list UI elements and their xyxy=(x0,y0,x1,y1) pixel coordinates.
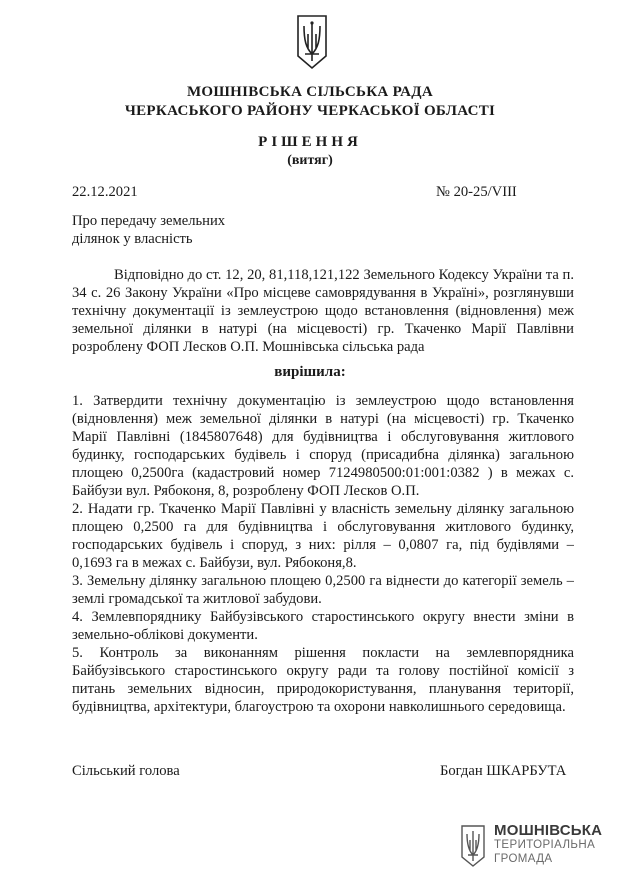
preamble-line: 34 с. 26 Закону України «Про місцеве самоврядування в Україні», розглянувши xyxy=(72,285,574,301)
item-line: площею 0,2500га (кадастровий номер 7124980500:01:001:0382 ) в межах с. xyxy=(72,465,574,481)
item-line: землі громадської та житлової забудови. xyxy=(72,591,322,607)
org-district: ЧЕРКАСЬКОГО РАЙОНУ ЧЕРКАСЬКОЇ ОБЛАСТІ xyxy=(124,103,496,119)
item-line: Байбузівського старостинського округу ради та голову постійної комісії з xyxy=(72,663,574,679)
item-line: Марії Павлівні (1845807648) для будівництва і обслуговування житлового xyxy=(72,429,574,445)
item-line: 3. Земельну ділянку загальною площею 0,2500 га віднести до категорії земель – xyxy=(72,573,574,589)
item-line: господарських будівель і споруд, з них: рілля – 0,0807 га, під будівлями – xyxy=(72,537,574,553)
signature-name: Богдан ШКАРБУТА xyxy=(440,763,567,779)
logo-subtitle: ГРОМАДА xyxy=(494,853,553,865)
trident-emblem-icon xyxy=(296,14,328,70)
item-line: 0,1693 га в межах с. Байбузи, вул. Рябоконя,8. xyxy=(72,555,357,571)
item-line: питань земельних відносин, природокористування, планування території, xyxy=(72,681,574,697)
document-subtitle: (витяг) xyxy=(287,153,333,168)
document-title: РІШЕННЯ xyxy=(258,134,362,150)
document-number: № 20-25/VIII xyxy=(436,184,517,200)
community-logo xyxy=(460,822,603,870)
item-line: 5. Контроль за виконанням рішення покласти на землевпорядника xyxy=(72,645,574,661)
org-name: МОШНІВСЬКА СІЛЬСЬКА РАДА xyxy=(186,84,434,100)
document-date: 22.12.2021 xyxy=(72,184,138,200)
item-line: 4. Землевпоряднику Байбузівського старостинського округу внести зміни в xyxy=(72,609,574,625)
preamble-line: технічну документації із землеустрою щодо встановлення (відновлення) меж xyxy=(72,303,574,319)
item-line: (відновлення) меж земельної ділянки в натурі (на місцевості) гр. Ткаченко xyxy=(72,411,574,427)
subject-line: ділянок у власність xyxy=(72,231,193,247)
item-line: площею 0,2500 га для будівництва і обслуговування житлового будинку, xyxy=(72,519,574,535)
item-line: Байбузи вул. Рябоконя, 8, розроблену ФОП Лесков О.П. xyxy=(72,483,420,499)
item-line: будівництва, архітектури, благоустрою та охорони навколишнього середовища. xyxy=(72,699,566,715)
subject-line: Про передачу земельних xyxy=(72,213,226,229)
preamble-line: земельної ділянки в натурі (на місцевості) гр. Ткаченко Марії Павлівни xyxy=(72,321,574,337)
preamble-line: Відповідно до ст. 12, 20, 81,118,121,122 Земельного Кодексу України та п. xyxy=(114,267,574,283)
item-line: 2. Надати гр. Ткаченко Марії Павлівні у власність земельну ділянку загальною xyxy=(72,501,574,517)
resolved-heading: вирішила: xyxy=(274,364,346,380)
item-line: 1. Затвердити технічну документацію із землеустрою щодо встановлення xyxy=(72,393,574,409)
item-line: земельно-облікові документи. xyxy=(72,627,258,643)
item-line: будинку, господарських будівель і споруд (присадибна ділянка) загальною xyxy=(72,447,574,463)
logo-title: МОШНІВСЬКА xyxy=(494,822,603,839)
preamble-line: розроблену ФОП Лесков О.П. Мошнівська сільська рада xyxy=(72,339,425,355)
signature-title: Сільський голова xyxy=(72,763,180,779)
trident-logo-icon xyxy=(460,824,486,868)
logo-subtitle: ТЕРИТОРІАЛЬНА xyxy=(494,839,596,851)
